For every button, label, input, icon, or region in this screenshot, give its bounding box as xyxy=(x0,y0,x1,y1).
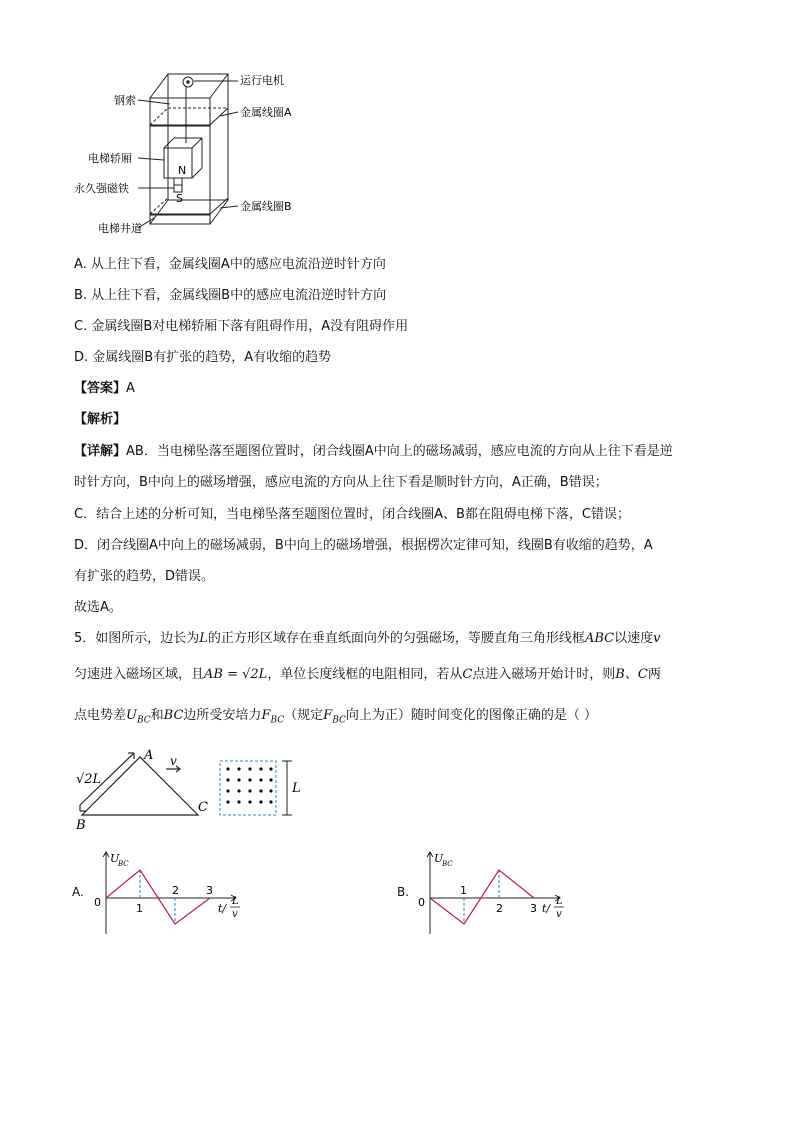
analysis-line-2: 时针方向，B中向上的磁场增强，感应电流的方向从上往下看是顺时针方向，A正确，B错误； xyxy=(74,475,608,490)
analysis-line-5: 有扩张的趋势，D错误。 xyxy=(74,569,215,584)
var-u: U xyxy=(126,708,137,723)
q5-text: 以速度 xyxy=(614,631,654,646)
q5-text: ，单位长度线框的电阻相同，若从 xyxy=(267,667,463,682)
var-bc: B、C xyxy=(615,667,648,682)
graph-b-tick-3: 3 xyxy=(530,902,537,915)
q5-line-1 xyxy=(74,631,660,647)
n-pole-label: N xyxy=(178,164,187,177)
field-dots xyxy=(226,767,272,803)
motor-label: 运行电机 xyxy=(240,74,284,87)
graph-b-ysub: BC xyxy=(442,860,453,868)
q5-text: （规定 xyxy=(284,708,324,723)
vertex-b: B xyxy=(76,818,86,833)
var-sub: BC xyxy=(136,715,151,726)
graph-a-ylabel: U xyxy=(110,852,120,865)
magnet-label: 永久强磁铁 xyxy=(74,182,129,195)
option-a: A. 从上往下看，金属线圈A中的感应电流沿逆时针方向 xyxy=(74,257,386,272)
coil-b-label: 金属线圈B xyxy=(240,200,292,213)
q5-text: 向上为正）随时间变化的图像正确的是（ ） xyxy=(345,708,597,723)
detail-label: 【详解】 xyxy=(74,444,127,459)
var-f: F xyxy=(323,708,333,723)
graph-b-xlabel-num: L xyxy=(556,896,563,907)
var-c: C xyxy=(462,667,473,682)
graph-b-origin: 0 xyxy=(418,896,425,909)
graph-b-option: B. xyxy=(397,885,410,899)
graph-b-tick-1: 1 xyxy=(460,884,467,897)
q5-line-2 xyxy=(74,667,661,683)
elevator-diagram xyxy=(74,68,320,238)
q5-line-3 xyxy=(74,708,597,729)
answer-value: A xyxy=(126,381,135,396)
graph-a-xlabel-t: t/ xyxy=(218,902,227,915)
analysis-line-3: C．结合上述的分析可知，当电梯坠落至题图位置时，闭合线圈A、B都在阻碍电梯下落，C错误； xyxy=(74,507,630,522)
formula-ab: AB = √2L xyxy=(204,667,268,682)
var-sub: BC xyxy=(270,715,285,726)
analysis-text-1: AB．当电梯坠落至题图位置时，闭合线圈A中向上的磁场减弱，感应电流的方向从上往下看是逆 xyxy=(126,444,673,459)
graph-b-curve xyxy=(430,870,534,924)
coil-a-front xyxy=(150,125,210,126)
graph-b-xlabel-den: v xyxy=(556,909,562,920)
option-c: C. 金属线圈B对电梯轿厢下落有阻碍作用，A没有阻碍作用 xyxy=(74,319,409,334)
velocity-label: v xyxy=(170,754,177,768)
q5-text: 5．如图所示，边长为 xyxy=(74,631,200,646)
q5-text: 匀速进入磁场区域，且 xyxy=(74,667,205,682)
graph-a-option: A. xyxy=(72,885,84,899)
q5-text: 的正方形区域存在垂直纸面向外的匀强磁场，等腰直角三角形线框 xyxy=(207,631,585,646)
analysis-line-6: 故选A。 xyxy=(74,600,122,615)
graph-a-curve xyxy=(106,870,210,924)
graph-a-tick-3: 3 xyxy=(206,884,213,897)
answer-line xyxy=(74,381,135,397)
q5-text: 点进入磁场开始计时，则 xyxy=(472,667,616,682)
q5-text: 两 xyxy=(647,667,661,682)
coil-b-front xyxy=(150,214,210,215)
var-l: L xyxy=(199,631,208,646)
field-length-label: L xyxy=(292,781,301,796)
graph-a xyxy=(86,848,256,940)
car-label: 电梯轿厢 xyxy=(88,152,132,165)
q5-text: 和 xyxy=(150,708,164,723)
var-sub: BC xyxy=(332,715,346,726)
q5-text: 点电势差 xyxy=(74,708,127,723)
shaft-label: 电梯井道 xyxy=(98,222,142,235)
analysis-label: 【解析】 xyxy=(74,412,127,427)
q5-text: 边所受安培力 xyxy=(183,708,262,723)
graph-a-origin: 0 xyxy=(94,896,101,909)
var-bc-edge: BC xyxy=(163,708,184,723)
side-label: √2L xyxy=(76,772,102,787)
cable-label: 钢索 xyxy=(114,94,136,107)
s-pole-label: S xyxy=(176,192,183,205)
graph-b-xlabel-t: t/ xyxy=(542,902,551,915)
var-v: v xyxy=(653,631,661,646)
answer-label: 【答案】 xyxy=(74,381,127,396)
coil-a-label: 金属线圈A xyxy=(240,106,292,119)
graph-a-tick-2: 2 xyxy=(172,884,179,897)
graph-a-xlabel-den: v xyxy=(232,909,238,920)
graph-b-ylabel: U xyxy=(434,852,444,865)
var-abc: ABC xyxy=(584,631,615,646)
vertex-c: C xyxy=(198,800,208,815)
graph-a-xlabel-num: L xyxy=(232,896,239,907)
option-d: D. 金属线圈B有扩张的趋势，A有收缩的趋势 xyxy=(74,350,332,365)
triangle-field-diagram xyxy=(70,745,310,835)
analysis-line-4: D．闭合线圈A中向上的磁场减弱，B中向上的磁场增强，根据楞次定律可知，线圈B有收缩的趋势，A xyxy=(74,538,653,553)
analysis-line-1 xyxy=(74,444,673,460)
vertex-a: A xyxy=(144,748,154,763)
shaft-back xyxy=(168,74,228,200)
graph-b-tick-2: 2 xyxy=(496,902,503,915)
graph-b xyxy=(410,848,580,940)
var-f: F xyxy=(261,708,271,723)
graph-a-ysub: BC xyxy=(118,860,129,868)
option-b: B. 从上往下看，金属线圈B中的感应电流沿逆时针方向 xyxy=(74,288,387,303)
graph-a-tick-1: 1 xyxy=(136,902,143,915)
